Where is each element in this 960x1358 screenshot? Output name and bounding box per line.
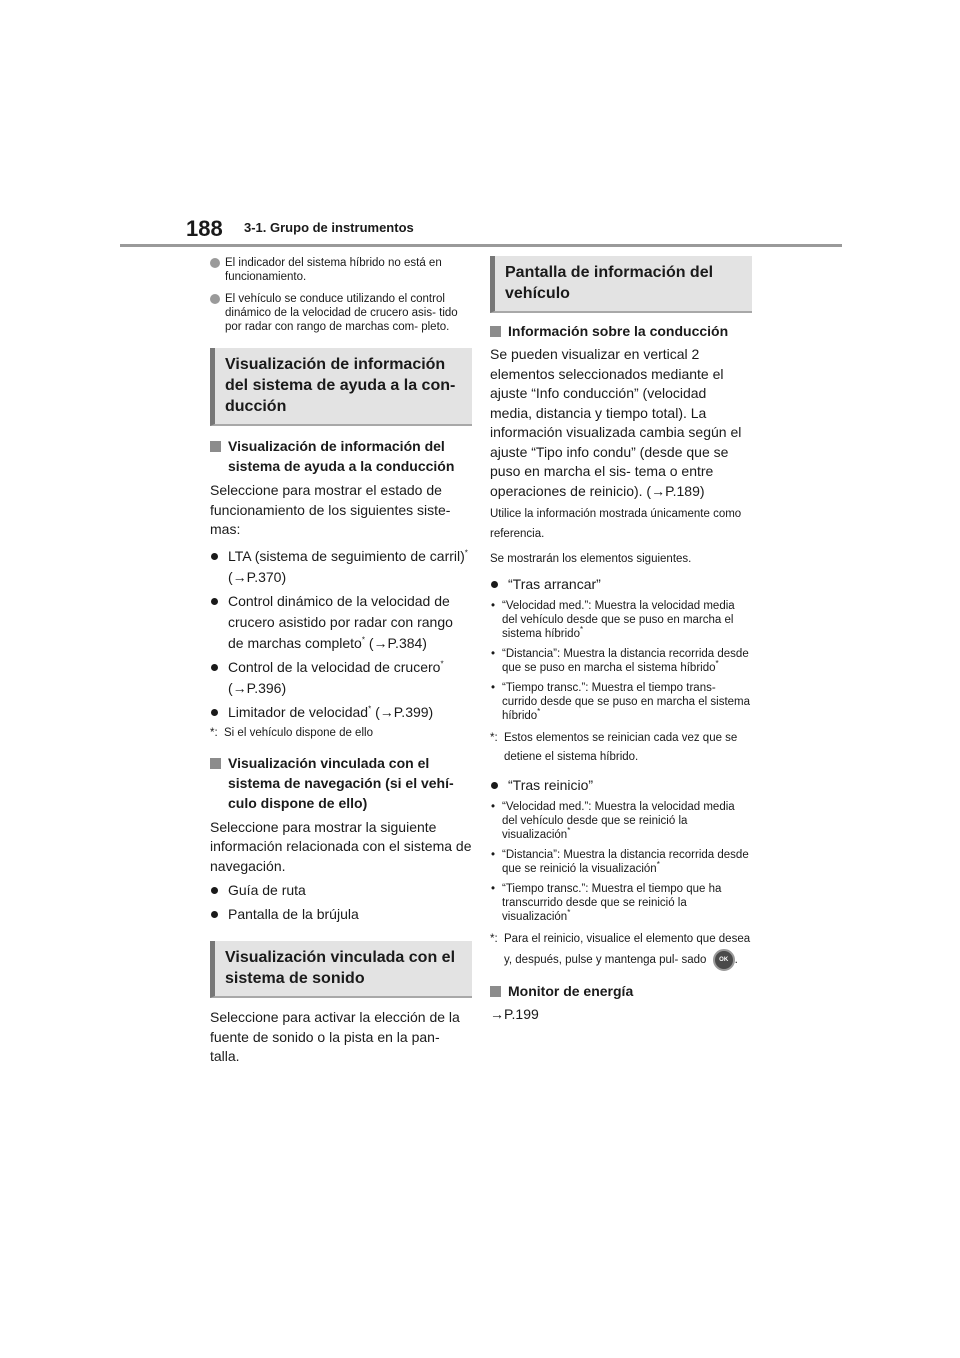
list-item: [490, 599, 752, 641]
footnote: [210, 724, 472, 743]
energy-monitor-reference: →P.199: [490, 1006, 539, 1022]
group-title: [490, 574, 752, 595]
navigation-intro: Seleccione para mostrar la siguiente información relacionada con el sistema de navegación.: [210, 818, 472, 874]
bullet-icon: [211, 664, 218, 671]
note-item: [210, 292, 472, 334]
footnote-asterisk: *: [656, 860, 660, 870]
page-number: 188: [186, 216, 223, 241]
footnote: [490, 930, 752, 971]
list-item-text: “Tiempo transc.”: Muestra el tiempo que ha transcurrido desde que se reinició la visualización: [502, 883, 722, 923]
footnote-asterisk: *: [579, 625, 584, 635]
list-item: [210, 904, 472, 925]
bullet-icon: •: [491, 849, 496, 861]
square-bullet-icon: [490, 326, 501, 337]
footnote-text: Estos elementos se reinician cada vez que se detiene el sistema híbrido.: [504, 732, 738, 763]
list-item-text: Control de la velocidad de crucero: [228, 658, 441, 675]
note-text: El vehículo se conduce utilizando el control dinámico de la velocidad de crucero asis- tido por radar con rango de marchas com- pleto.: [225, 293, 458, 333]
list-item: [490, 882, 752, 924]
note-bullet-icon: [210, 258, 220, 268]
subheading-navigation: [210, 753, 472, 813]
subheading-text: Información sobre la conducción: [508, 323, 729, 339]
bullet-icon: •: [491, 682, 496, 694]
footnote-asterisk: *: [440, 658, 444, 668]
list-item: [490, 647, 752, 675]
list-item-text: “Tiempo transc.”: Muestra el tiempo trans- currido desde que se puso en marcha el sistema híbrido: [502, 682, 751, 722]
footnote-asterisk: *: [361, 634, 365, 644]
footnote-text: Si el vehículo dispone de ello: [224, 726, 373, 739]
bullet-icon: •: [491, 801, 496, 813]
note-bullet-icon: [210, 294, 220, 304]
items-note: Se mostrarán los elementos siguientes.: [490, 553, 692, 565]
footnote-asterisk: *: [715, 659, 719, 669]
assist-intro: Seleccione para mostrar el estado de funcionamiento de los siguientes siste- mas:: [210, 482, 451, 537]
footnote-asterisk: *: [567, 826, 571, 836]
footnote-mark: *:: [490, 933, 498, 945]
list-item-text: Pantalla de la brújula: [228, 906, 359, 922]
list-item: [210, 702, 472, 723]
list-item: [490, 800, 752, 842]
bullet-icon: [491, 782, 498, 789]
subheading-text: Visualización vinculada con el sistema de navegación (si el vehí- culo dispone de ello): [228, 754, 454, 811]
list-item: [490, 848, 752, 876]
bullet-icon: [211, 709, 218, 716]
footnote: [490, 729, 752, 767]
square-bullet-icon: [210, 441, 221, 452]
list-item-text: Guía de ruta: [228, 882, 306, 898]
right-column: [490, 256, 752, 1025]
audio-text: Seleccione para activar la elección de la fuente de sonido o la pista en la pan- talla.: [210, 1009, 460, 1064]
bullet-icon: [211, 887, 218, 894]
subheading-driving-info: [490, 321, 752, 341]
footnote-asterisk: *: [537, 707, 541, 717]
page-reference: (→P.399): [371, 703, 434, 720]
section-heading-audio: Visualización vinculada con el sistema de sonido: [210, 941, 472, 998]
period: .: [734, 954, 738, 967]
page-reference: (→P.370): [228, 568, 287, 585]
square-bullet-icon: [210, 758, 221, 769]
chapter-title: 3-1. Grupo de instrumentos: [244, 220, 414, 235]
list-item: [210, 880, 472, 901]
list-item-text: Control dinámico de la velocidad de crucero asistido por radar con rango de marchas completo: [228, 592, 453, 651]
subheading-text: Visualización de información del sistema de ayuda a la conducción: [228, 438, 455, 474]
note-text: El indicador del sistema híbrido no está en funcionamiento.: [225, 257, 442, 283]
page-reference: (→P.396): [228, 679, 287, 696]
footnote-text: Para el reinicio, visualice el elemento que desea y, después, pulse y mantenga pul- sado: [504, 933, 751, 967]
reference-note: Utilice la información mostrada únicamente como referencia.: [490, 508, 742, 540]
page-reference: (→P.384): [364, 634, 427, 651]
subheading-energy-monitor: [490, 981, 752, 1001]
footnote-mark: *:: [210, 726, 218, 739]
note-item: [210, 256, 472, 284]
list-item-text: “Velocidad med.”: Muestra la velocidad media del vehículo desde que se puso en marcha el sistema híbrido: [502, 600, 735, 640]
list-item-text: “Distancia”: Muestra la distancia recorrida desde que se reinició la visualización: [502, 849, 749, 875]
bullet-icon: •: [491, 883, 496, 895]
footnote-mark: *:: [490, 732, 498, 744]
footnote-asterisk: *: [464, 547, 468, 557]
square-bullet-icon: [490, 986, 501, 997]
group-title: [490, 775, 752, 796]
bullet-icon: [491, 581, 498, 588]
footnote-asterisk: *: [567, 908, 571, 918]
footnote-asterisk: *: [368, 703, 372, 713]
driving-info-text: Se pueden visualizar en vertical 2 elementos seleccionados mediante el ajuste “Info conducción” (velocidad media, distancia y tiempo total). La información visualizada cambia según el ajuste “Tipo info condu” (desde que se puso en marcha el sis- tema o entre operaciones de reinicio). (→P.189): [490, 346, 742, 499]
subheading-assist-info: [210, 436, 472, 476]
bullet-icon: •: [491, 600, 496, 612]
list-item: [210, 546, 472, 588]
list-item: [210, 591, 472, 654]
group-title-text: “Tras reinicio”: [508, 777, 594, 793]
list-item: [490, 681, 752, 723]
list-item-text: “Distancia”: Muestra la distancia recorrida desde que se puso en marcha el sistema híbrido: [502, 648, 749, 674]
list-item-text: Limitador de velocidad: [228, 703, 369, 720]
section-heading-driving-assist: Visualización de información del sistema de ayuda a la con- ducción: [210, 348, 472, 426]
list-item: [210, 657, 472, 699]
bullet-icon: [211, 553, 218, 560]
section-heading-vehicle-info: Pantalla de información del vehículo: [490, 256, 752, 313]
left-column: [210, 256, 472, 1067]
bullet-icon: [211, 598, 218, 605]
bullet-icon: [211, 911, 218, 918]
list-item-text: “Velocidad med.”: Muestra la velocidad media del vehículo desde que se reinició la visualización: [502, 801, 735, 841]
subheading-text: Monitor de energía: [508, 983, 634, 999]
list-item-text: LTA (sistema de seguimiento de carril): [228, 547, 465, 564]
group-title-text: “Tras arrancar”: [508, 576, 601, 592]
bullet-icon: •: [491, 648, 496, 660]
ok-button-icon: OK: [713, 949, 735, 971]
header-divider: [120, 244, 842, 247]
